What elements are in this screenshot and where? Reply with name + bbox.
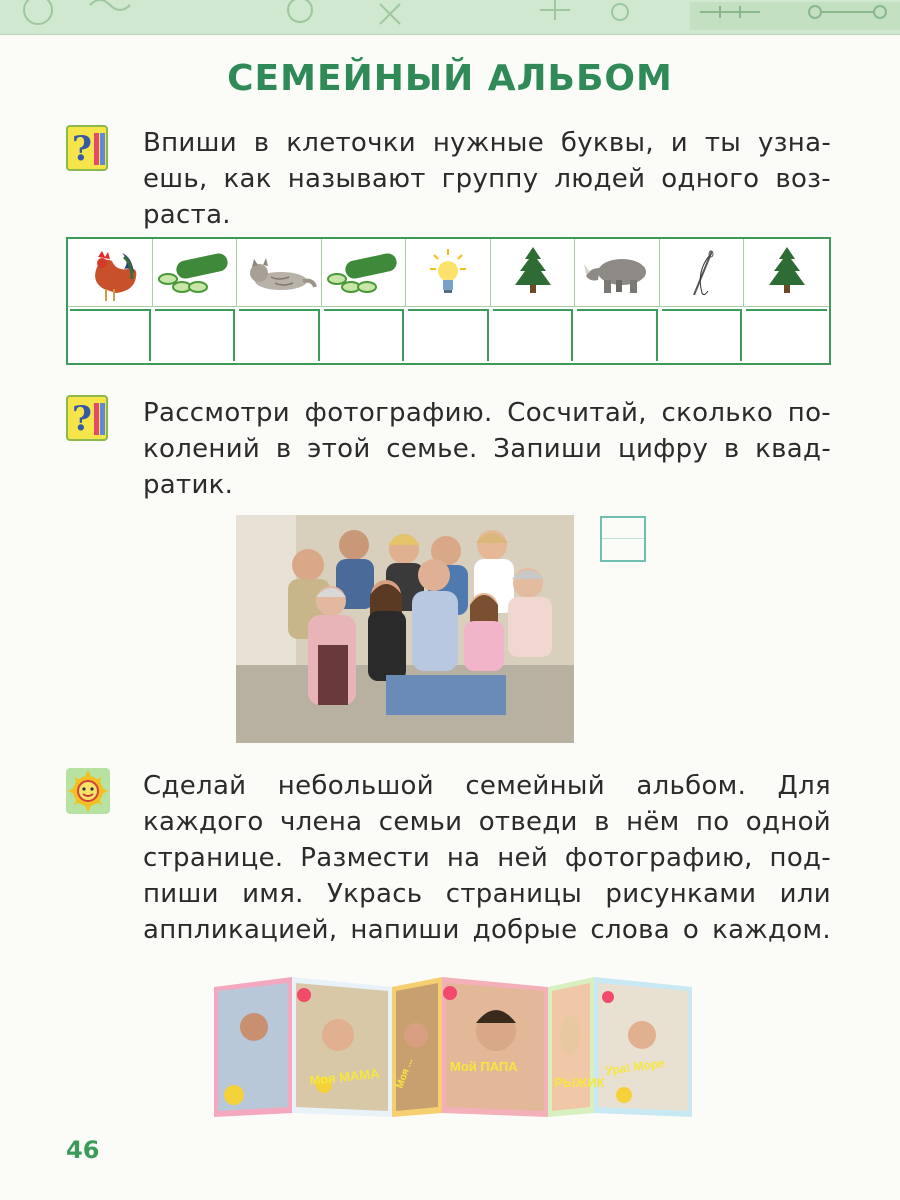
letter-cell[interactable] xyxy=(239,309,320,361)
letter-cell[interactable] xyxy=(493,309,574,361)
family-album-illustration xyxy=(214,975,692,1120)
header-decoration xyxy=(0,0,900,34)
task3-line: странице. Размести на ней фотографию, под- xyxy=(143,843,831,873)
letter-cell[interactable] xyxy=(324,309,405,361)
album-caption: РЫЖИК xyxy=(554,1075,605,1090)
question-pencil-icon: ? xyxy=(66,395,108,441)
letter-cell[interactable] xyxy=(746,309,827,361)
task3-line: пиши имя. Укрась страницы рисунками или xyxy=(143,879,831,909)
task2-line: Рассмотри фотографию. Сосчитай, сколько по- xyxy=(143,398,831,428)
album-caption: Моя ... xyxy=(394,1056,416,1091)
sun-craft-icon xyxy=(66,768,110,814)
question-pencil-icon: ? xyxy=(66,125,108,171)
letter-grid xyxy=(66,237,831,365)
letter-cell[interactable] xyxy=(662,309,743,361)
light-bulb-icon xyxy=(406,239,491,307)
task1-line: ешь, как называют группу людей одного воз- xyxy=(143,164,831,194)
task2-line: колений в этой семье. Запиши цифру в квад- xyxy=(143,434,831,464)
rhinoceros-icon xyxy=(575,239,660,307)
family-photo xyxy=(236,515,574,743)
fir-tree-icon xyxy=(744,239,829,307)
album-caption: Мой ПАПА xyxy=(450,1059,518,1074)
album-caption: Ура! Море xyxy=(604,1055,666,1078)
task3-line: Сделай небольшой семейный альбом. Для xyxy=(143,771,831,801)
task3-line: каждого члена семьи отведи в нём по одной xyxy=(143,807,831,837)
task3-line: аппликацией, напиши добрые слова о каждом. xyxy=(143,915,831,945)
task1-text xyxy=(143,125,831,233)
letter-cell[interactable] xyxy=(155,309,236,361)
letter-cell[interactable] xyxy=(70,309,151,361)
cucumber-icon xyxy=(322,239,407,307)
answer-square[interactable] xyxy=(600,516,646,562)
page-title: СЕМЕЙНЫЙ АЛЬБОМ xyxy=(227,58,673,99)
task1-line: Впиши в клеточки нужные буквы, и ты узна- xyxy=(143,128,831,158)
header-band xyxy=(0,0,900,35)
task1-line: раста. xyxy=(143,200,231,230)
task2-text xyxy=(143,395,831,503)
needle-icon xyxy=(660,239,745,307)
cucumber-icon xyxy=(153,239,238,307)
page-number: 46 xyxy=(66,1136,100,1164)
rooster-icon xyxy=(68,239,153,307)
task2-line: ратик. xyxy=(143,470,234,500)
fir-tree-icon xyxy=(491,239,576,307)
album-caption: Моя МАМА xyxy=(308,1065,381,1088)
letter-cell[interactable] xyxy=(577,309,658,361)
task3-text xyxy=(143,768,831,948)
cat-icon xyxy=(237,239,322,307)
letter-cell[interactable] xyxy=(408,309,489,361)
